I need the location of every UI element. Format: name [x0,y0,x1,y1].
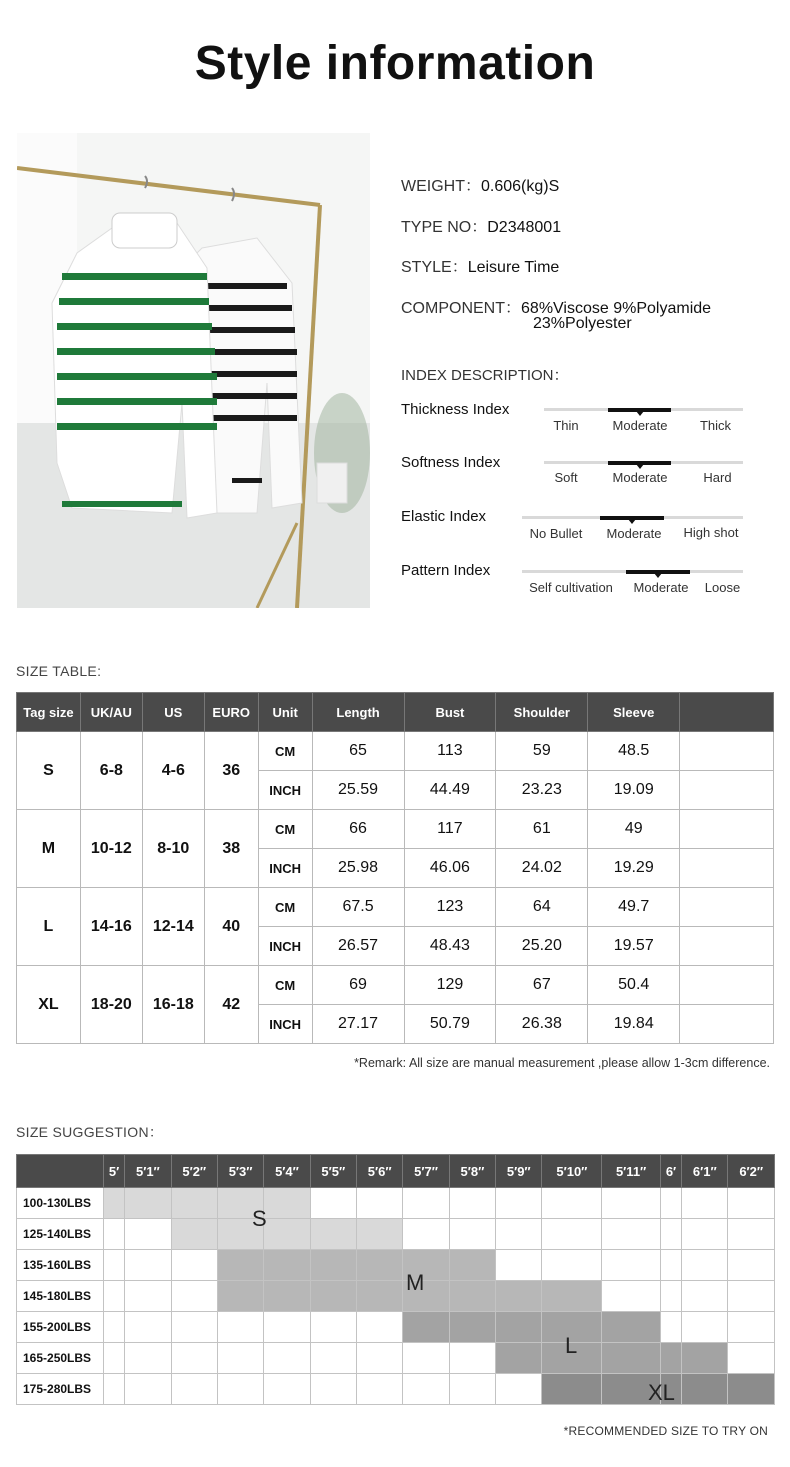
suggestion-row [17,1312,775,1343]
style-label: STYLE： [401,259,468,276]
size-table-label: SIZE TABLE: [16,663,102,679]
weight-label: 175-280LBS [17,1374,104,1405]
sleeve-inch: 19.09 [588,771,680,810]
weight-label: 155-200LBS [17,1312,104,1343]
suggestion-cell [542,1188,602,1219]
suggestion-cell [449,1219,495,1250]
suggestion-cell [104,1312,125,1343]
suggestion-cell [125,1250,171,1281]
sleeve-cm: 49 [588,810,680,849]
table-row [17,810,774,849]
height-header: 5′9″ [496,1155,542,1188]
suggestion-cell [217,1343,263,1374]
suggestion-cell [449,1188,495,1219]
suggestion-cell [496,1281,542,1312]
height-header: 6′2″ [728,1155,775,1188]
bust-cm: 113 [404,732,496,771]
size-euro: 38 [204,810,258,888]
suggestion-cell [171,1374,217,1405]
shoulder-inch: 24.02 [496,849,588,888]
height-header: 5′ [104,1155,125,1188]
suggestion-cell [682,1343,728,1374]
shoulder-cm: 64 [496,888,588,927]
suggestion-cell [104,1188,125,1219]
suggestion-cell [217,1374,263,1405]
size-region-xl-label: XL [648,1380,675,1405]
suggestion-cell [542,1219,602,1250]
bust-cm: 129 [404,966,496,1005]
height-header: 5′7″ [403,1155,449,1188]
sleeve-cm: 49.7 [588,888,680,927]
suggestion-cell [264,1219,310,1250]
suggestion-cell [357,1343,403,1374]
pattern-index-label: Pattern Index [401,562,491,579]
suggestion-cell [264,1188,310,1219]
bust-inch: 44.49 [404,771,496,810]
sleeve-inch: 19.29 [588,849,680,888]
height-header: 5′3″ [217,1155,263,1188]
suggestion-cell [728,1312,775,1343]
elastic-index-notch [628,519,636,524]
suggestion-cell [104,1250,125,1281]
suggestion-cell [310,1281,356,1312]
suggestion-cell [682,1281,728,1312]
suggestion-cell [602,1219,661,1250]
suggestion-cell [449,1343,495,1374]
shoulder-inch: 25.20 [496,927,588,966]
suggestion-cell [171,1312,217,1343]
suggestion-cell [310,1219,356,1250]
size-region-m-label: M [406,1270,425,1295]
suggestion-row [17,1281,775,1312]
suggestion-cell [310,1343,356,1374]
suggestion-cell [104,1219,125,1250]
suggestion-cell [682,1374,728,1405]
height-header: 6′ [660,1155,681,1188]
header-empty [680,693,774,732]
suggestion-cell [496,1343,542,1374]
suggestion-cell [449,1281,495,1312]
height-header: 5′10″ [542,1155,602,1188]
sleeve-inch: 19.84 [588,1005,680,1044]
style-row [401,254,559,277]
suggestion-cell [496,1250,542,1281]
weight-value: 0.606(kg)S [481,178,560,195]
size-table [16,692,774,1044]
suggestion-cell [660,1343,681,1374]
thickness-index-notch [636,411,644,416]
table-row [17,888,774,927]
weight-row [401,173,559,196]
suggestion-cell [264,1250,310,1281]
suggestion-cell [104,1281,125,1312]
suggestion-cell [125,1312,171,1343]
suggestion-cell [217,1312,263,1343]
suggestion-cell [660,1219,681,1250]
unit-cm: CM [258,732,312,771]
length-cm: 67.5 [312,888,404,927]
suggestion-cell [728,1281,775,1312]
height-header: 5′11″ [602,1155,661,1188]
size-ukau: 18-20 [80,966,142,1044]
length-cm: 66 [312,810,404,849]
pattern-option-loose: Loose [704,580,741,595]
pattern-option-self-cultivation: Self cultivation [529,580,613,595]
suggestion-cell [403,1188,449,1219]
thickness-option-moderate: Moderate [612,418,668,433]
size-us: 8-10 [142,810,204,888]
bust-inch: 48.43 [404,927,496,966]
suggestion-cell [357,1188,403,1219]
size-table-header-row [17,693,774,732]
empty-cell [680,771,774,810]
suggestion-cell [449,1312,495,1343]
unit-cm: CM [258,810,312,849]
suggestion-cell [264,1343,310,1374]
suggestion-cell [171,1343,217,1374]
empty-cell [680,1005,774,1044]
weight-label: 100-130LBS [17,1188,104,1219]
component-label: COMPONENT： [401,300,522,317]
height-header: 5′4″ [264,1155,310,1188]
suggestion-cell [602,1281,661,1312]
size-tag: S [17,732,81,810]
unit-cm: CM [258,966,312,1005]
height-header: 5′6″ [357,1155,403,1188]
suggestion-cell [264,1281,310,1312]
suggestion-cell [682,1219,728,1250]
header-length: Length [312,693,404,732]
size-tag: L [17,888,81,966]
index-description-title: INDEX DESCRIPTION： [401,367,569,384]
size-region-s-label: S [252,1206,267,1231]
header-us: US [142,693,204,732]
suggestion-cell [496,1374,542,1405]
thickness-option-thin: Thin [553,418,579,433]
header-corner [17,1155,104,1188]
unit-cm: CM [258,888,312,927]
sleeve-inch: 19.57 [588,927,680,966]
elastic-index-label: Elastic Index [401,508,487,525]
suggestion-cell [728,1374,775,1405]
length-inch: 25.98 [312,849,404,888]
suggestion-cell [496,1219,542,1250]
suggestion-cell [602,1343,661,1374]
suggestion-cell [660,1281,681,1312]
size-euro: 42 [204,966,258,1044]
length-cm: 65 [312,732,404,771]
size-euro: 40 [204,888,258,966]
suggestion-cell [310,1250,356,1281]
table-row [17,966,774,1005]
weight-label: 145-180LBS [17,1281,104,1312]
size-us: 4-6 [142,732,204,810]
shoulder-cm: 67 [496,966,588,1005]
softness-option-moderate: Moderate [612,470,668,485]
suggestion-cell [125,1374,171,1405]
page-title: Style information [194,37,596,90]
elastic-option-moderate: Moderate [606,526,662,541]
suggestion-cell [728,1250,775,1281]
length-inch: 26.57 [312,927,404,966]
suggestion-cell [403,1343,449,1374]
weight-label: 125-140LBS [17,1219,104,1250]
header-bust: Bust [404,693,496,732]
suggestion-cell [449,1374,495,1405]
suggestion-cell [310,1374,356,1405]
shoulder-inch: 23.23 [496,771,588,810]
softness-option-soft: Soft [554,470,578,485]
suggestion-cell [542,1250,602,1281]
suggestion-cell [496,1312,542,1343]
empty-cell [680,810,774,849]
suggestion-cell [542,1281,602,1312]
shoulder-cm: 61 [496,810,588,849]
suggestion-row [17,1343,775,1374]
shoulder-cm: 59 [496,732,588,771]
size-tag: M [17,810,81,888]
suggestion-cell [602,1188,661,1219]
size-euro: 36 [204,732,258,810]
unit-inch: INCH [258,771,312,810]
elastic-option-no-bullet: No Bullet [529,526,583,541]
suggestion-cell [728,1343,775,1374]
component-value-1: 68%Viscose 9%Polyamide [521,300,712,317]
suggestion-row [17,1219,775,1250]
suggestion-cell [125,1343,171,1374]
height-header: 6′1″ [682,1155,728,1188]
component-value-2: 23%Polyester [533,315,632,332]
length-inch: 27.17 [312,1005,404,1044]
height-header: 5′5″ [310,1155,356,1188]
unit-inch: INCH [258,1005,312,1044]
empty-cell [680,927,774,966]
weight-label: 135-160LBS [17,1250,104,1281]
sweater-photo-illustration [17,133,370,608]
suggestion-cell [660,1188,681,1219]
suggestion-cell [682,1250,728,1281]
header-unit: Unit [258,693,312,732]
height-header: 5′8″ [449,1155,495,1188]
suggestion-cell [403,1312,449,1343]
suggestion-cell [125,1188,171,1219]
type-row [401,214,561,237]
suggestion-cell [264,1374,310,1405]
suggestion-cell [171,1219,217,1250]
suggestion-cell [310,1312,356,1343]
suggestion-cell [310,1188,356,1219]
suggestion-cell [357,1312,403,1343]
size-us: 12-14 [142,888,204,966]
suggestion-cell [357,1219,403,1250]
suggestion-cell [682,1188,728,1219]
suggestion-cell [125,1281,171,1312]
suggestion-cell [357,1374,403,1405]
shoulder-inch: 26.38 [496,1005,588,1044]
header-sleeve: Sleeve [588,693,680,732]
style-value: Leisure Time [467,259,560,276]
suggestion-cell [264,1312,310,1343]
suggestion-cell [660,1250,681,1281]
suggestion-cell [602,1312,661,1343]
size-suggestion-label: SIZE SUGGESTION： [16,1124,164,1140]
size-ukau: 10-12 [80,810,142,888]
type-label: TYPE NO： [401,219,488,236]
suggestion-cell [171,1188,217,1219]
weight-label: 165-250LBS [17,1343,104,1374]
softness-option-hard: Hard [703,470,732,485]
component-row-2 [533,315,632,333]
suggestion-cell [449,1250,495,1281]
product-photo [17,133,370,608]
height-header: 5′2″ [171,1155,217,1188]
suggestion-cell [357,1281,403,1312]
size-remark: *Remark: All size are manual measurement ,please allow 1-3cm difference. [354,1056,770,1070]
empty-cell [680,966,774,1005]
suggestion-cell [403,1374,449,1405]
suggestion-cell [602,1250,661,1281]
bust-cm: 117 [404,810,496,849]
suggestion-cell [728,1188,775,1219]
size-ukau: 14-16 [80,888,142,966]
empty-cell [680,732,774,771]
size-ukau: 6-8 [80,732,142,810]
suggestion-row [17,1250,775,1281]
suggestion-cell [125,1219,171,1250]
suggestion-cell [496,1188,542,1219]
suggestion-cell [682,1312,728,1343]
suggestion-cell [403,1219,449,1250]
table-row [17,732,774,771]
bust-cm: 123 [404,888,496,927]
suggestion-cell [171,1281,217,1312]
recommendation-footnote: *RECOMMENDED SIZE TO TRY ON [563,1424,768,1438]
unit-inch: INCH [258,927,312,966]
suggestion-cell [357,1250,403,1281]
suggestion-cell [217,1281,263,1312]
suggestion-header-row [17,1155,775,1188]
softness-index-label: Softness Index [401,454,501,471]
header-shoulder: Shoulder [496,693,588,732]
empty-cell [680,849,774,888]
thickness-option-thick: Thick [699,418,732,433]
suggestion-cell [104,1374,125,1405]
size-region-l-label: L [565,1333,578,1358]
suggestion-cell [171,1250,217,1281]
length-inch: 25.59 [312,771,404,810]
elastic-option-high-shot: High shot [683,525,739,540]
pattern-index-notch [654,573,662,578]
weight-label: WEIGHT： [401,178,481,195]
size-tag: XL [17,966,81,1044]
suggestion-cell [660,1312,681,1343]
thickness-index-label: Thickness Index [401,401,510,418]
size-suggestion-table [16,1154,775,1405]
unit-inch: INCH [258,849,312,888]
header-euro: EURO [204,693,258,732]
pattern-option-moderate: Moderate [633,580,689,595]
bust-inch: 50.79 [404,1005,496,1044]
softness-index-notch [636,464,644,469]
suggestion-cell [728,1219,775,1250]
suggestion-cell [104,1343,125,1374]
size-us: 16-18 [142,966,204,1044]
height-header: 5′1″ [125,1155,171,1188]
suggestion-cell [542,1374,602,1405]
header-ukau: UK/AU [80,693,142,732]
suggestion-cell [217,1250,263,1281]
suggestion-row [17,1188,775,1219]
length-cm: 69 [312,966,404,1005]
header-tag-size: Tag size [17,693,81,732]
bust-inch: 46.06 [404,849,496,888]
sleeve-cm: 50.4 [588,966,680,1005]
type-value: D2348001 [487,219,562,236]
empty-cell [680,888,774,927]
sleeve-cm: 48.5 [588,732,680,771]
